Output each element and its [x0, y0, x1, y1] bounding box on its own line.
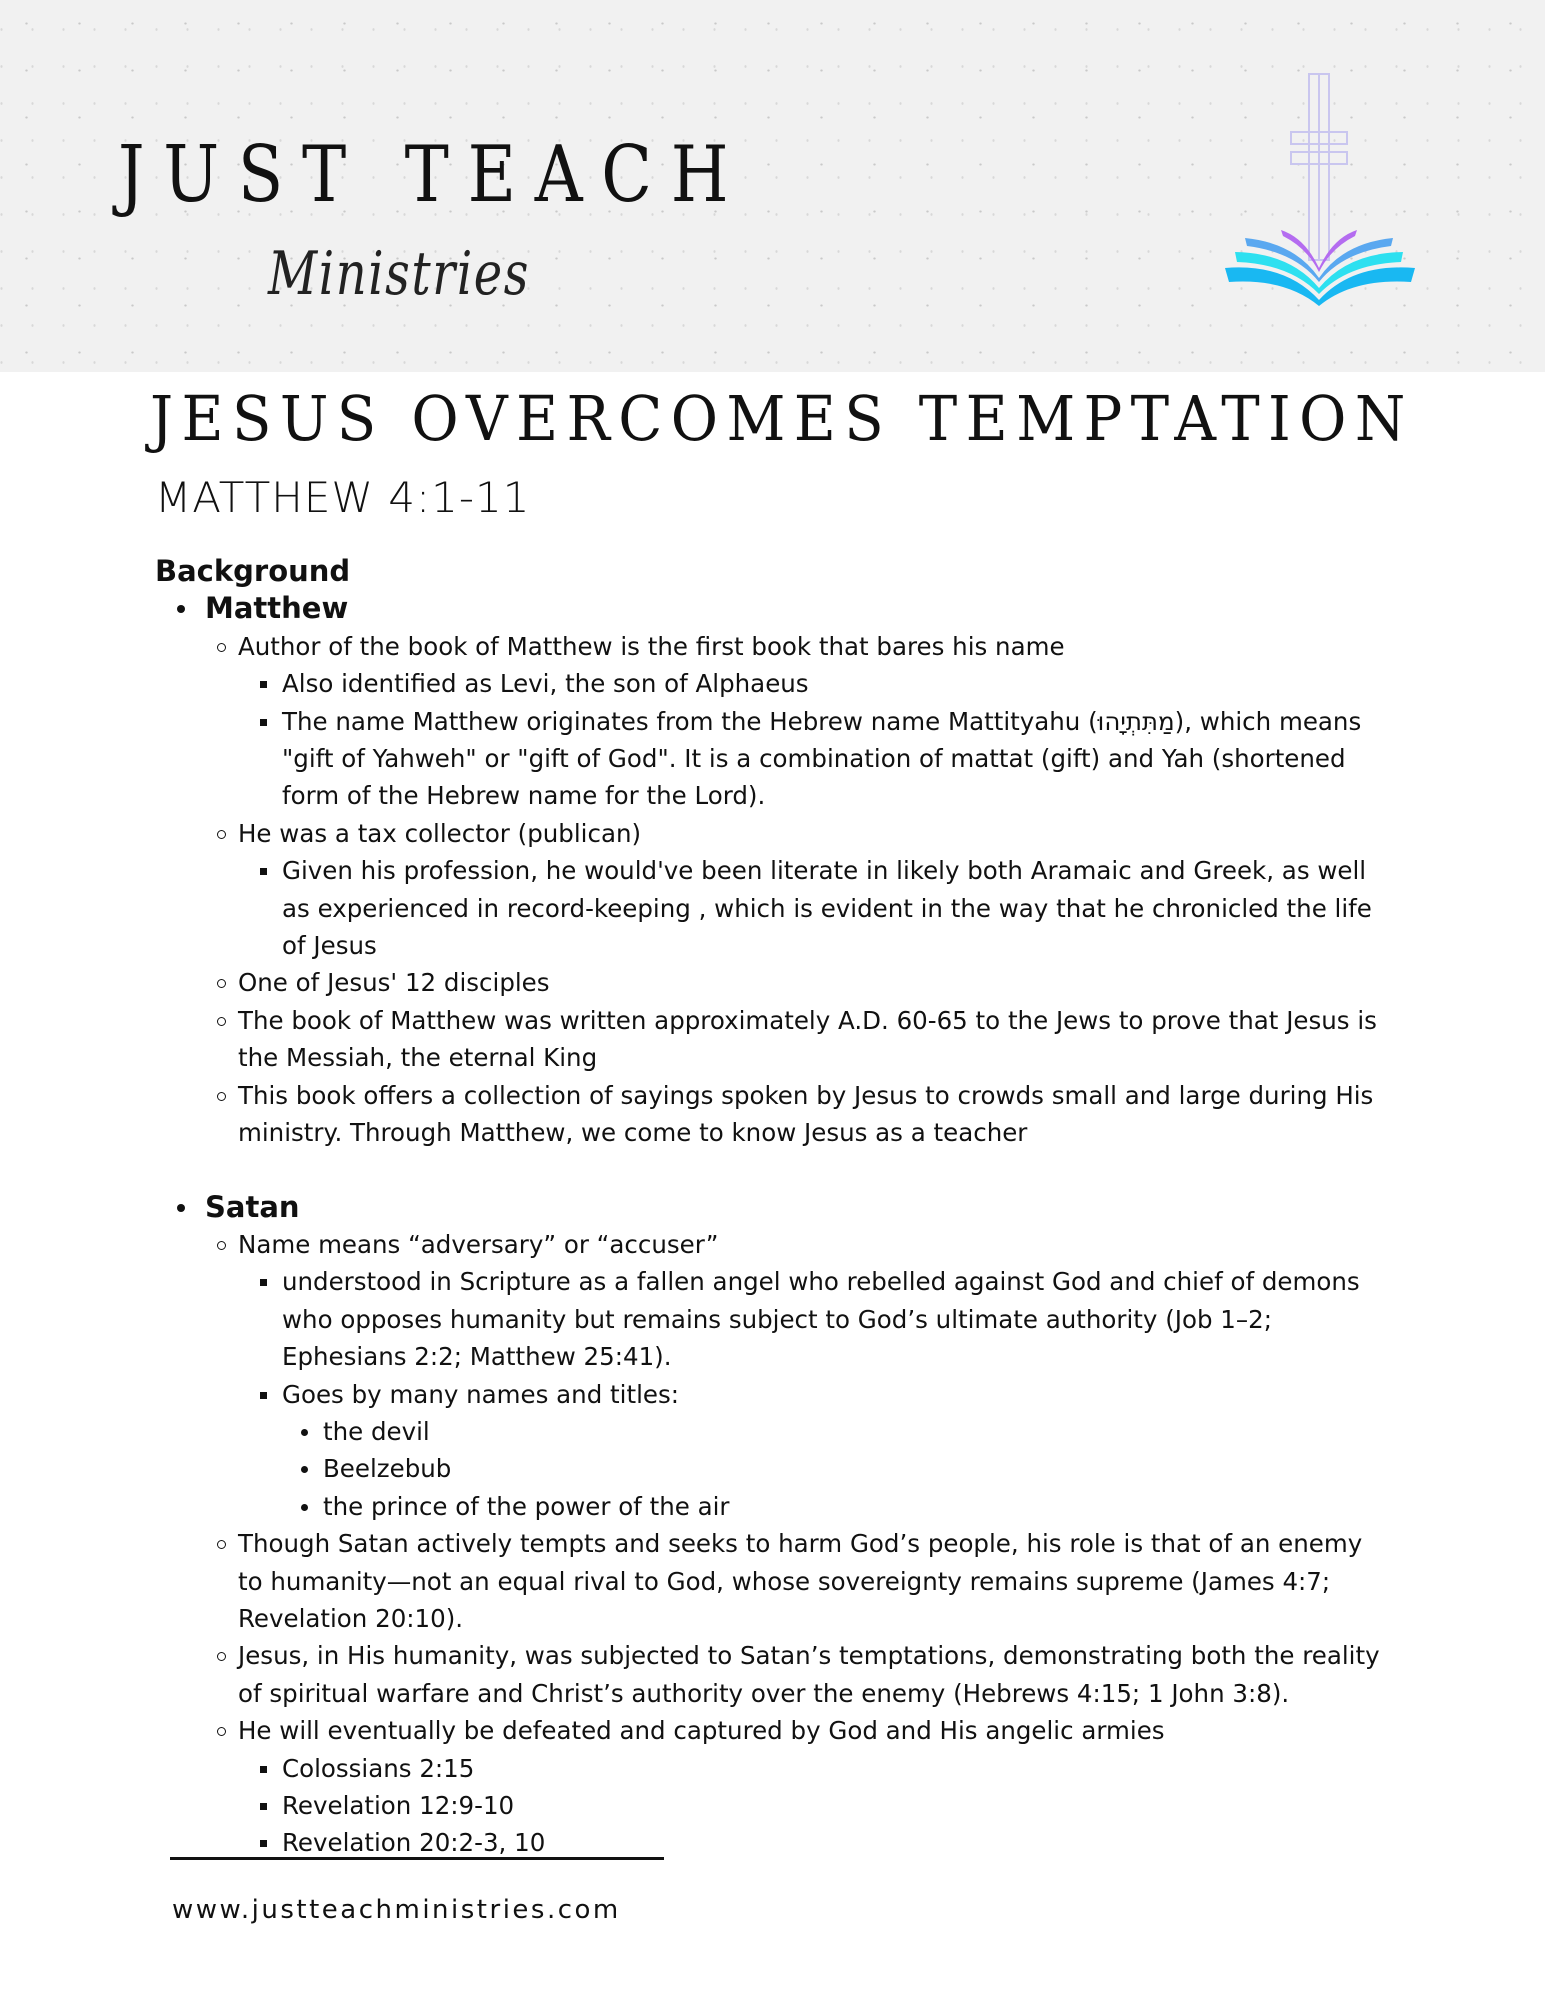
list-item: [155, 1787, 1385, 1824]
list-item: [155, 1077, 1385, 1152]
square-bullet-icon: [260, 868, 267, 875]
logo-wordmark: JUST TEACH: [118, 130, 748, 220]
bullet-icon: [177, 1204, 185, 1212]
item-text: He was a tax collector (publican): [238, 818, 642, 848]
list-item: [155, 703, 1385, 815]
item-text: The book of Matthew was written approximately A.D. 60-65 to the Jews to prove that Jesus is the Messiah, the eternal King: [238, 1005, 1377, 1073]
item-text: Revelation 12:9-10: [282, 1791, 515, 1820]
square-bullet-icon: [260, 1392, 267, 1399]
list-item: [155, 1002, 1385, 1077]
item-text: Given his profession, he would've been literate in likely both Aramaic and Greek, as well as experienced in record-keeping , which is evident in the way that he chronicled the life of Jesus: [282, 856, 1372, 961]
page-title: JESUS OVERCOMES TEMPTATION: [150, 382, 1414, 455]
logo-script: Ministries: [268, 239, 531, 309]
item-text: The name Matthew originates from the Hebrew name Mattityahu (מַתִּתְיָהוּ), which means "gift of Yahweh" or "gift of God". It is a combination of mattat (gift) and Yah (shortened form of the Hebrew name for the Lord).: [282, 706, 1362, 811]
bullet-icon: [301, 1429, 308, 1436]
bullet-icon: [301, 1466, 308, 1473]
circle-bullet-icon: [217, 830, 226, 839]
square-bullet-icon: [260, 1803, 267, 1810]
scripture-reference: MATTHEW 4:1-11: [155, 473, 531, 522]
list-item: [155, 1263, 1385, 1375]
circle-bullet-icon: [217, 643, 226, 652]
list-item: [155, 1750, 1385, 1787]
list-item: [155, 1226, 1385, 1263]
item-text: understood in Scripture as a fallen angel who rebelled against God and chief of demons who opposes humanity but remains subject to God’s ultimate authority (Job 1–2; Ephesians 2:2; Matthew 25:41).: [282, 1267, 1360, 1372]
list-item: [155, 815, 1385, 852]
list-item: [155, 628, 1385, 665]
topic-heading-satan: [155, 1189, 1385, 1226]
cross-bible-icon: [1215, 68, 1485, 328]
bullet-icon: [177, 605, 185, 613]
header-banner: [0, 0, 1545, 372]
square-bullet-icon: [260, 719, 267, 726]
bullet-icon: [301, 1504, 308, 1511]
item-text: He will eventually be defeated and captured by God and His angelic armies: [238, 1716, 1165, 1746]
item-text: One of Jesus' 12 disciples: [238, 968, 550, 998]
section-heading: Background: [155, 554, 351, 588]
list-item: [155, 964, 1385, 1001]
circle-bullet-icon: [217, 1017, 226, 1026]
item-text: Author of the book of Matthew is the first book that bares his name: [238, 631, 1065, 661]
item-text: Revelation 20:2-3, 10: [282, 1828, 546, 1858]
circle-bullet-icon: [217, 1540, 226, 1549]
list-item: [155, 1450, 1385, 1487]
list-item: [155, 1488, 1385, 1525]
circle-bullet-icon: [217, 979, 226, 988]
item-text: Also identified as Levi, the son of Alphaeus: [282, 669, 809, 699]
list-item: [155, 1413, 1385, 1450]
item-text: Goes by many names and titles:: [282, 1379, 679, 1409]
list-item: [155, 1712, 1385, 1749]
heading-text: Matthew: [205, 591, 349, 626]
circle-bullet-icon: [217, 1727, 226, 1736]
item-text: Jesus, in His humanity, was subjected to Satan’s temptations, demonstrating both the reality of spiritual warfare and Christ’s authority over the enemy (Hebrews 4:15; 1 John 3:8).: [238, 1641, 1380, 1708]
item-text: Colossians 2:15: [282, 1753, 475, 1783]
item-text: Name means “adversary” or “accuser”: [238, 1229, 719, 1259]
topic-heading-matthew: [155, 590, 1385, 627]
heading-text: Satan: [205, 1189, 300, 1224]
item-text: the devil: [323, 1416, 430, 1446]
square-bullet-icon: [260, 681, 267, 688]
list-item: [155, 1376, 1385, 1413]
website-url[interactable]: www.justteachministries.com: [172, 1895, 621, 1925]
footer-divider: [170, 1857, 664, 1860]
list-item: [155, 1525, 1385, 1637]
circle-bullet-icon: [217, 1241, 226, 1250]
square-bullet-icon: [260, 1279, 267, 1286]
list-item: [155, 1637, 1385, 1712]
document-body: [155, 553, 1385, 1862]
square-bullet-icon: [260, 1840, 267, 1847]
list-item: [155, 665, 1385, 702]
item-text: Beelzebub: [323, 1454, 452, 1484]
square-bullet-icon: [260, 1766, 267, 1773]
circle-bullet-icon: [217, 1652, 226, 1661]
item-text: the prince of the power of the air: [323, 1491, 730, 1521]
item-text: Though Satan actively tempts and seeks to harm God’s people, his role is that of an enemy to humanity—not an equal rival to God, whose sovereignty remains supreme (James 4:7; Revelation 20:10).: [238, 1529, 1363, 1633]
list-item: [155, 852, 1385, 964]
item-text: This book offers a collection of sayings spoken by Jesus to crowds small and large during His ministry. Through Matthew, we come to know Jesus as a teacher: [238, 1080, 1374, 1148]
circle-bullet-icon: [217, 1092, 226, 1101]
